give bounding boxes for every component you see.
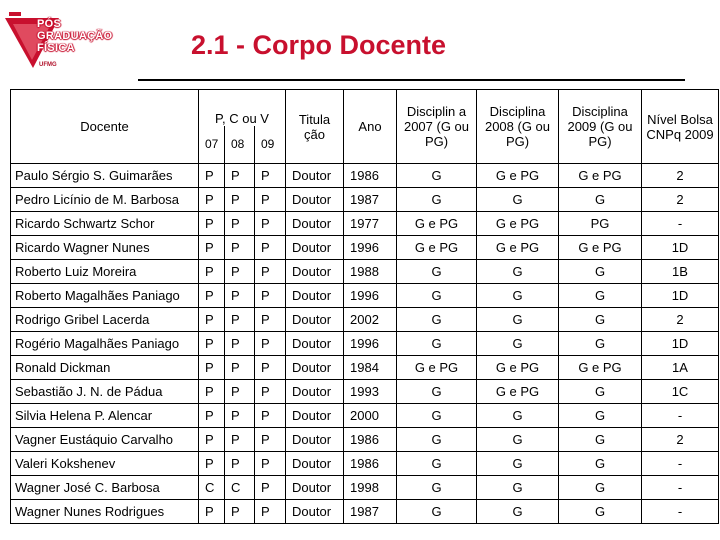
cell-disc-2007: G bbox=[397, 164, 477, 188]
cell-status-09: P bbox=[255, 404, 286, 428]
cell-bolsa-level: 1B bbox=[642, 260, 719, 284]
cell-ano: 1987 bbox=[344, 188, 397, 212]
cell-disc-2009: G bbox=[559, 500, 642, 524]
cell-status-09: P bbox=[255, 236, 286, 260]
cell-disc-2008: G e PG bbox=[477, 356, 559, 380]
cell-disc-2009: G bbox=[559, 188, 642, 212]
header-ano: Ano bbox=[344, 90, 397, 164]
cell-bolsa-level: - bbox=[642, 452, 719, 476]
cell-titulacao: Doutor bbox=[286, 380, 344, 404]
cell-status-09: P bbox=[255, 188, 286, 212]
cell-ano: 1996 bbox=[344, 236, 397, 260]
cell-status-09: P bbox=[255, 308, 286, 332]
cell-status-07: P bbox=[199, 260, 225, 284]
table-row bbox=[11, 164, 719, 188]
cell-titulacao: Doutor bbox=[286, 308, 344, 332]
cell-disc-2008: G bbox=[477, 476, 559, 500]
table-row bbox=[11, 308, 719, 332]
header-titulacao: Titula ção bbox=[286, 90, 344, 164]
cell-docente-name: Paulo Sérgio S. Guimarães bbox=[11, 164, 199, 188]
logo-line-graduacao: GRADUAÇÃO bbox=[37, 30, 113, 42]
cell-bolsa-level: - bbox=[642, 212, 719, 236]
cell-docente-name: Vagner Eustáquio Carvalho bbox=[11, 428, 199, 452]
cell-status-08: P bbox=[225, 452, 255, 476]
table-row bbox=[11, 332, 719, 356]
header-disc-2009: Disciplina 2009 (G ou PG) bbox=[559, 90, 642, 164]
table-row bbox=[11, 356, 719, 380]
cell-disc-2008: G e PG bbox=[477, 164, 559, 188]
cell-status-07: P bbox=[199, 500, 225, 524]
cell-bolsa-level: 2 bbox=[642, 164, 719, 188]
cell-docente-name: Wagner José C. Barbosa bbox=[11, 476, 199, 500]
cell-disc-2008: G bbox=[477, 452, 559, 476]
table-row bbox=[11, 380, 719, 404]
cell-docente-name: Wagner Nunes Rodrigues bbox=[11, 500, 199, 524]
cell-bolsa-level: - bbox=[642, 404, 719, 428]
cell-disc-2007: G bbox=[397, 428, 477, 452]
cell-status-07: P bbox=[199, 332, 225, 356]
cell-disc-2007: G e PG bbox=[397, 212, 477, 236]
ufmg-physics-logo bbox=[3, 10, 123, 72]
cell-status-09: P bbox=[255, 380, 286, 404]
cell-status-07: P bbox=[199, 212, 225, 236]
cell-disc-2008: G bbox=[477, 332, 559, 356]
cell-titulacao: Doutor bbox=[286, 500, 344, 524]
cell-disc-2007: G bbox=[397, 452, 477, 476]
cell-status-07: P bbox=[199, 452, 225, 476]
cell-status-07: P bbox=[199, 164, 225, 188]
cell-status-09: P bbox=[255, 428, 286, 452]
cell-status-09: P bbox=[255, 164, 286, 188]
cell-bolsa-level: 2 bbox=[642, 308, 719, 332]
header-pcv: P, C ou V bbox=[199, 90, 286, 126]
cell-status-09: P bbox=[255, 332, 286, 356]
cell-disc-2009: PG bbox=[559, 212, 642, 236]
cell-status-08: P bbox=[225, 236, 255, 260]
cell-disc-2007: G bbox=[397, 404, 477, 428]
cell-status-08: P bbox=[225, 260, 255, 284]
cell-titulacao: Doutor bbox=[286, 356, 344, 380]
cell-status-08: P bbox=[225, 284, 255, 308]
cell-disc-2008: G bbox=[477, 284, 559, 308]
cell-disc-2008: G e PG bbox=[477, 236, 559, 260]
cell-status-07: P bbox=[199, 284, 225, 308]
page-title: 2.1 - Corpo Docente bbox=[191, 30, 447, 60]
cell-disc-2008: G bbox=[477, 500, 559, 524]
cell-ano: 1988 bbox=[344, 260, 397, 284]
cell-ano: 1986 bbox=[344, 164, 397, 188]
cell-titulacao: Doutor bbox=[286, 476, 344, 500]
cell-docente-name: Sebastião J. N. de Pádua bbox=[11, 380, 199, 404]
cell-titulacao: Doutor bbox=[286, 452, 344, 476]
cell-status-07: P bbox=[199, 404, 225, 428]
cell-docente-name: Valeri Kokshenev bbox=[11, 452, 199, 476]
cell-docente-name: Silvia Helena P. Alencar bbox=[11, 404, 199, 428]
cell-status-08: P bbox=[225, 164, 255, 188]
cell-docente-name: Roberto Luiz Moreira bbox=[11, 260, 199, 284]
cell-disc-2007: G bbox=[397, 500, 477, 524]
cell-ano: 2000 bbox=[344, 404, 397, 428]
cell-docente-name: Rogério Magalhães Paniago bbox=[11, 332, 199, 356]
cell-status-08: P bbox=[225, 404, 255, 428]
cell-disc-2008: G bbox=[477, 428, 559, 452]
cell-disc-2009: G bbox=[559, 404, 642, 428]
cell-bolsa-level: 1D bbox=[642, 332, 719, 356]
cell-ano: 1986 bbox=[344, 428, 397, 452]
cell-disc-2009: G bbox=[559, 476, 642, 500]
cell-ano: 1998 bbox=[344, 476, 397, 500]
faculty-table bbox=[10, 89, 719, 524]
cell-disc-2007: G bbox=[397, 380, 477, 404]
logo-line-pos: PÓS bbox=[37, 18, 62, 30]
cell-status-07: P bbox=[199, 236, 225, 260]
table-row bbox=[11, 284, 719, 308]
header-year-07: 07 bbox=[199, 126, 225, 164]
cell-ano: 1977 bbox=[344, 212, 397, 236]
table-row bbox=[11, 260, 719, 284]
cell-ano: 1984 bbox=[344, 356, 397, 380]
cell-titulacao: Doutor bbox=[286, 212, 344, 236]
cell-status-07: P bbox=[199, 356, 225, 380]
cell-status-09: P bbox=[255, 356, 286, 380]
cell-disc-2008: G bbox=[477, 260, 559, 284]
cell-status-07: P bbox=[199, 380, 225, 404]
cell-status-09: P bbox=[255, 260, 286, 284]
table-row bbox=[11, 452, 719, 476]
cell-docente-name: Roberto Magalhães Paniago bbox=[11, 284, 199, 308]
cell-disc-2009: G e PG bbox=[559, 356, 642, 380]
cell-status-08: P bbox=[225, 356, 255, 380]
cell-docente-name: Rodrigo Gribel Lacerda bbox=[11, 308, 199, 332]
table-row bbox=[11, 188, 719, 212]
cell-status-07: P bbox=[199, 428, 225, 452]
cell-titulacao: Doutor bbox=[286, 332, 344, 356]
logo-line-fisica: FÍSICA bbox=[37, 42, 75, 54]
cell-status-08: P bbox=[225, 428, 255, 452]
cell-docente-name: Ronald Dickman bbox=[11, 356, 199, 380]
cell-status-08: P bbox=[225, 500, 255, 524]
header-year-08: 08 bbox=[225, 126, 255, 164]
cell-ano: 1996 bbox=[344, 284, 397, 308]
cell-status-09: P bbox=[255, 212, 286, 236]
cell-disc-2009: G e PG bbox=[559, 164, 642, 188]
cell-status-08: C bbox=[225, 476, 255, 500]
table-row bbox=[11, 476, 719, 500]
cell-disc-2008: G e PG bbox=[477, 212, 559, 236]
cell-disc-2009: G bbox=[559, 284, 642, 308]
cell-status-08: P bbox=[225, 308, 255, 332]
cell-status-08: P bbox=[225, 212, 255, 236]
header-year-09: 09 bbox=[255, 126, 286, 164]
title-divider bbox=[138, 79, 685, 81]
cell-status-07: P bbox=[199, 308, 225, 332]
cell-status-09: P bbox=[255, 452, 286, 476]
cell-disc-2009: G bbox=[559, 260, 642, 284]
cell-disc-2007: G bbox=[397, 284, 477, 308]
cell-bolsa-level: 1D bbox=[642, 236, 719, 260]
cell-disc-2007: G bbox=[397, 476, 477, 500]
header-disc-2008: Disciplina 2008 (G ou PG) bbox=[477, 90, 559, 164]
cell-titulacao: Doutor bbox=[286, 428, 344, 452]
cell-disc-2007: G bbox=[397, 308, 477, 332]
header-disc-2007: Disciplin a 2007 (G ou PG) bbox=[397, 90, 477, 164]
cell-disc-2007: G e PG bbox=[397, 356, 477, 380]
cell-bolsa-level: - bbox=[642, 500, 719, 524]
cell-bolsa-level: 1D bbox=[642, 284, 719, 308]
cell-disc-2007: G bbox=[397, 332, 477, 356]
cell-docente-name: Ricardo Schwartz Schor bbox=[11, 212, 199, 236]
cell-titulacao: Doutor bbox=[286, 188, 344, 212]
cell-disc-2007: G e PG bbox=[397, 236, 477, 260]
header-docente: Docente bbox=[11, 90, 199, 164]
table-row bbox=[11, 212, 719, 236]
cell-titulacao: Doutor bbox=[286, 284, 344, 308]
cell-disc-2008: G bbox=[477, 188, 559, 212]
cell-bolsa-level: 2 bbox=[642, 428, 719, 452]
cell-status-07: P bbox=[199, 188, 225, 212]
cell-disc-2009: G bbox=[559, 332, 642, 356]
cell-docente-name: Ricardo Wagner Nunes bbox=[11, 236, 199, 260]
cell-disc-2009: G bbox=[559, 380, 642, 404]
cell-disc-2009: G e PG bbox=[559, 236, 642, 260]
cell-status-09: P bbox=[255, 284, 286, 308]
cell-ano: 1986 bbox=[344, 452, 397, 476]
cell-titulacao: Doutor bbox=[286, 260, 344, 284]
cell-disc-2008: G e PG bbox=[477, 380, 559, 404]
cell-disc-2008: G bbox=[477, 308, 559, 332]
table-row bbox=[11, 404, 719, 428]
cell-status-09: P bbox=[255, 476, 286, 500]
cell-status-08: P bbox=[225, 380, 255, 404]
cell-bolsa-level: 1C bbox=[642, 380, 719, 404]
cell-status-09: P bbox=[255, 500, 286, 524]
cell-ano: 1993 bbox=[344, 380, 397, 404]
logo-line-ufmg: UFMG bbox=[39, 62, 57, 68]
cell-bolsa-level: 1A bbox=[642, 356, 719, 380]
cell-ano: 1996 bbox=[344, 332, 397, 356]
cell-titulacao: Doutor bbox=[286, 164, 344, 188]
header-bolsa: Nível Bolsa CNPq 2009 bbox=[642, 90, 719, 164]
cell-disc-2008: G bbox=[477, 404, 559, 428]
cell-disc-2009: G bbox=[559, 308, 642, 332]
cell-disc-2009: G bbox=[559, 452, 642, 476]
table-row bbox=[11, 236, 719, 260]
table-row bbox=[11, 500, 719, 524]
cell-titulacao: Doutor bbox=[286, 236, 344, 260]
cell-disc-2009: G bbox=[559, 428, 642, 452]
cell-bolsa-level: - bbox=[642, 476, 719, 500]
cell-status-07: C bbox=[199, 476, 225, 500]
table-row bbox=[11, 428, 719, 452]
cell-bolsa-level: 2 bbox=[642, 188, 719, 212]
cell-docente-name: Pedro Licínio de M. Barbosa bbox=[11, 188, 199, 212]
cell-titulacao: Doutor bbox=[286, 404, 344, 428]
cell-status-08: P bbox=[225, 332, 255, 356]
cell-disc-2007: G bbox=[397, 188, 477, 212]
cell-ano: 2002 bbox=[344, 308, 397, 332]
cell-ano: 1987 bbox=[344, 500, 397, 524]
cell-disc-2007: G bbox=[397, 260, 477, 284]
cell-status-08: P bbox=[225, 188, 255, 212]
